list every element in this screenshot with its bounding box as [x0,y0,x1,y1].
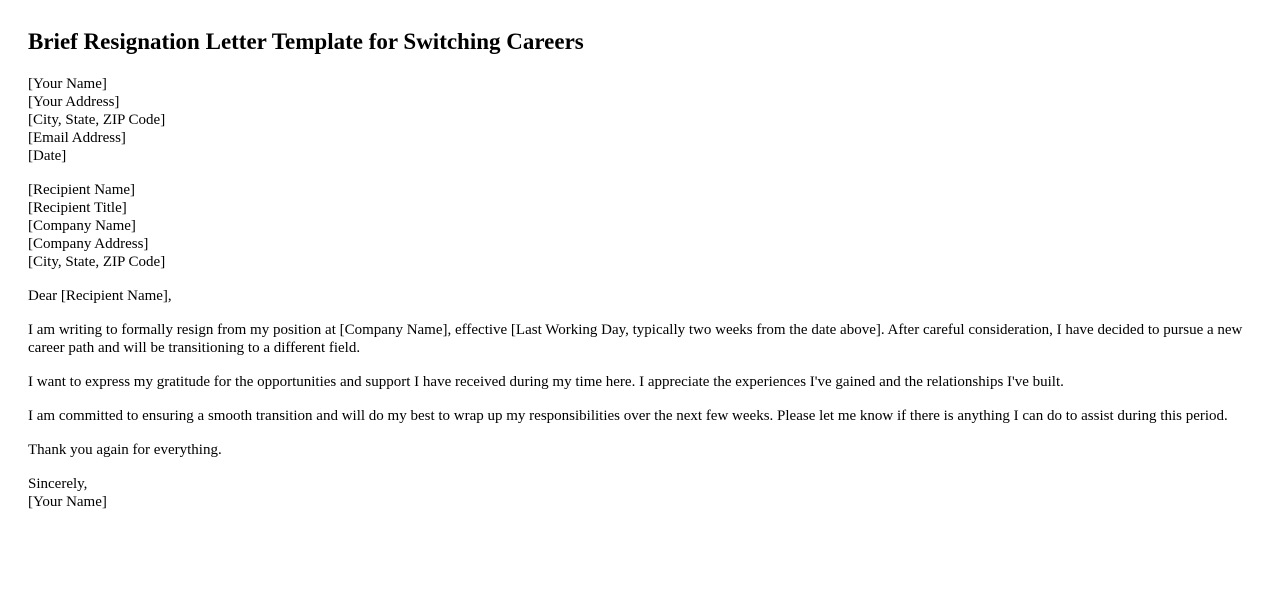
letter-date: [Date] [28,148,67,164]
page-title: Brief Resignation Letter Template for Switching Careers [28,29,584,54]
body-paragraph-gratitude: I want to express my gratitude for the opportunities and support I have received during my time here. I appreciate the experiences I've gained and the relationships I've built. [28,374,1064,390]
recipient-name: [Recipient Name] [28,182,136,198]
sender-address-block [28,75,1250,165]
signature-name: [Your Name] [28,494,107,510]
body-paragraph-transition: I am committed to ensuring a smooth transition and will do my best to wrap up my responsibilities over the next few weeks. Please let me know if there is anything I can do to assist during this period. [28,408,1228,424]
body-paragraph-thanks: Thank you again for everything. [28,442,222,458]
closing-block [28,475,1250,511]
body-paragraph-resignation: I am writing to formally resign from my position at [Company Name], effective [Last Working Day, typically two weeks from the date above]. After careful consideration, I have decided to pursue a new career path and will be transitioning to a different field. [28,322,1243,356]
sender-address: [Your Address] [28,94,120,110]
company-name: [Company Name] [28,218,136,234]
valediction: Sincerely, [28,476,88,492]
recipient-title: [Recipient Title] [28,200,127,216]
company-address: [Company Address] [28,236,149,252]
recipient-address-block [28,181,1250,271]
sender-city-state-zip: [City, State, ZIP Code] [28,112,166,128]
sender-name: [Your Name] [28,76,107,92]
letter-document [28,0,1250,527]
sender-email: [Email Address] [28,130,126,146]
salutation: Dear [Recipient Name], [28,288,172,304]
recipient-city-state-zip: [City, State, ZIP Code] [28,254,166,270]
